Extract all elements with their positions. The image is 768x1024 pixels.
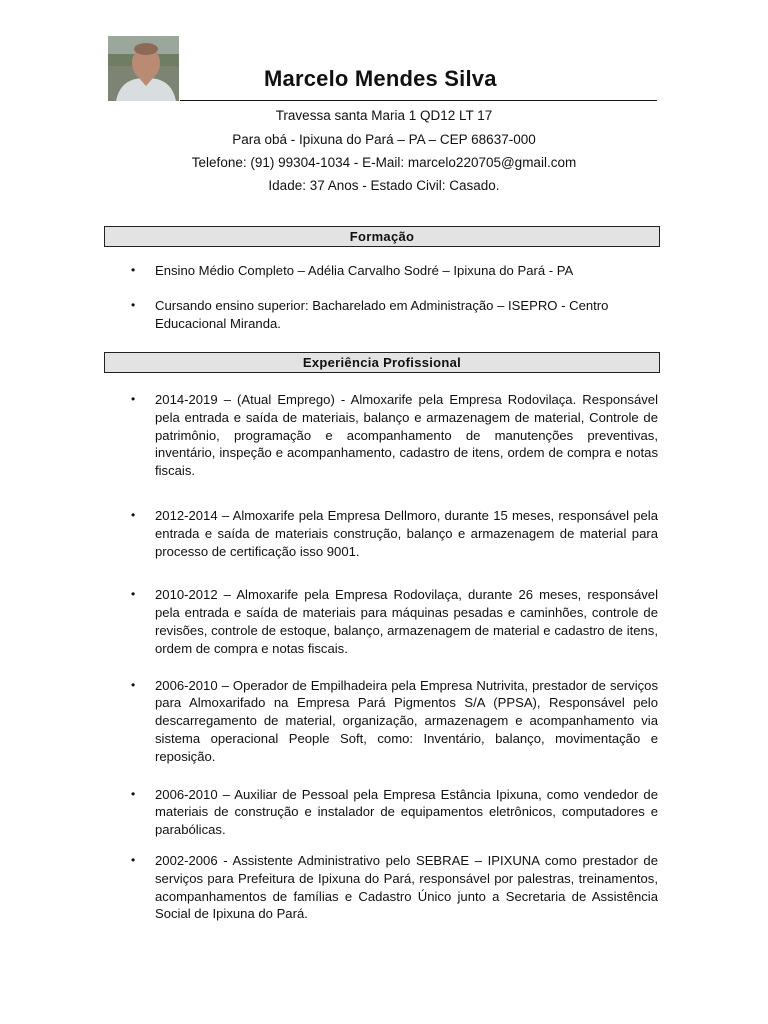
list-item [131,586,658,657]
contact-phone-email: Telefone: (91) 99304-1034 - E-Mail: marcelo220705@gmail.com [191,155,577,170]
experiencia-item-text: 2006-2010 – Operador de Empilhadeira pela Empresa Nutrivita, prestador de serviços para Almoxarifado na Empresa Pará Pigmentos S/A (PPSA), Responsável pelo descarregamento de material, organização, armazenagem e acompanhamento via sistema operacional People Soft, como: Inventário, balanço, movimentação e reposição. [155,677,658,764]
list-item [131,391,658,480]
list-item [131,297,658,333]
list-item [131,262,658,280]
list-item [131,677,658,766]
list-item [131,786,658,839]
bullet-icon: • [131,677,136,692]
section-formacao-title: Formação [104,226,660,247]
experiencia-item-text: 2014-2019 – (Atual Emprego) - Almoxarife pela Empresa Rodovilaça. Responsável pela entrada e saída de materiais, balanço e armazenagem de material, Controle de patrimônio, programação e acompanhamento de manutenções preventivas, inventário, inspeção e acompanhamento, cadastro de itens, ordem de compra e notas fiscais. [155,392,658,479]
experiencia-item-text: 2002-2006 - Assistente Administrativo pelo SEBRAE – IPIXUNA como prestador de serviços para Prefeitura de Ipixuna do Pará, responsável por palestras, treinamentos, acompanhamentos de famílias e Cadastro Único junto a Secretaria de Assistência Social de Ipixuna do Pará. [155,852,658,922]
formacao-item-text: Ensino Médio Completo – Adélia Carvalho Sodré – Ipixuna do Pará - PA [155,263,574,278]
list-item [131,507,658,560]
experiencia-item-text: 2006-2010 – Auxiliar de Pessoal pela Empresa Estância Ipixuna, como vendedor de materiais de construção e instalador de equipamentos eletrônicos, computadores e parabólicas. [155,786,658,838]
contact-age-status: Idade: 37 Anos - Estado Civil: Casado. [268,178,500,193]
bullet-icon: • [131,297,136,312]
bullet-icon: • [131,263,136,277]
bullet-icon: • [131,587,136,602]
person-photo-icon [108,36,179,101]
formacao-list [131,262,658,332]
experiencia-list [131,391,658,923]
contact-city: Para obá - Ipixuna do Pará – PA – CEP 68637-000 [232,132,536,147]
bullet-icon: • [131,507,136,522]
bullet-icon: • [131,786,136,801]
candidate-name: Marcelo Mendes Silva [264,66,497,91]
experiencia-item-text: 2012-2014 – Almoxarife pela Empresa Dellmoro, durante 15 meses, responsável pela entrada e saída de materiais construção, balanço e armazenagem de material para processo de certificação isso 9001. [155,507,658,559]
experiencia-item-text: 2010-2012 – Almoxarife pela Empresa Rodovilaça, durante 26 meses, responsável pela entrada e saída de materiais para máquinas pesadas e caminhões, controle de revisões, controle de estoque, balanço, armazenagem de material e cadastro de itens, ordem de compra e notas fiscais. [155,587,658,656]
header-divider [180,100,657,101]
list-item [131,852,658,923]
profile-photo [108,36,179,101]
bullet-icon: • [131,852,136,867]
section-experiencia-title: Experiência Profissional [104,352,660,373]
contact-address: Travessa santa Maria 1 QD12 LT 17 [275,108,493,123]
formacao-item-text: Cursando ensino superior: Bacharelado em Administração – ISEPRO - Centro Educacional Miranda. [155,297,609,331]
bullet-icon: • [131,392,136,406]
